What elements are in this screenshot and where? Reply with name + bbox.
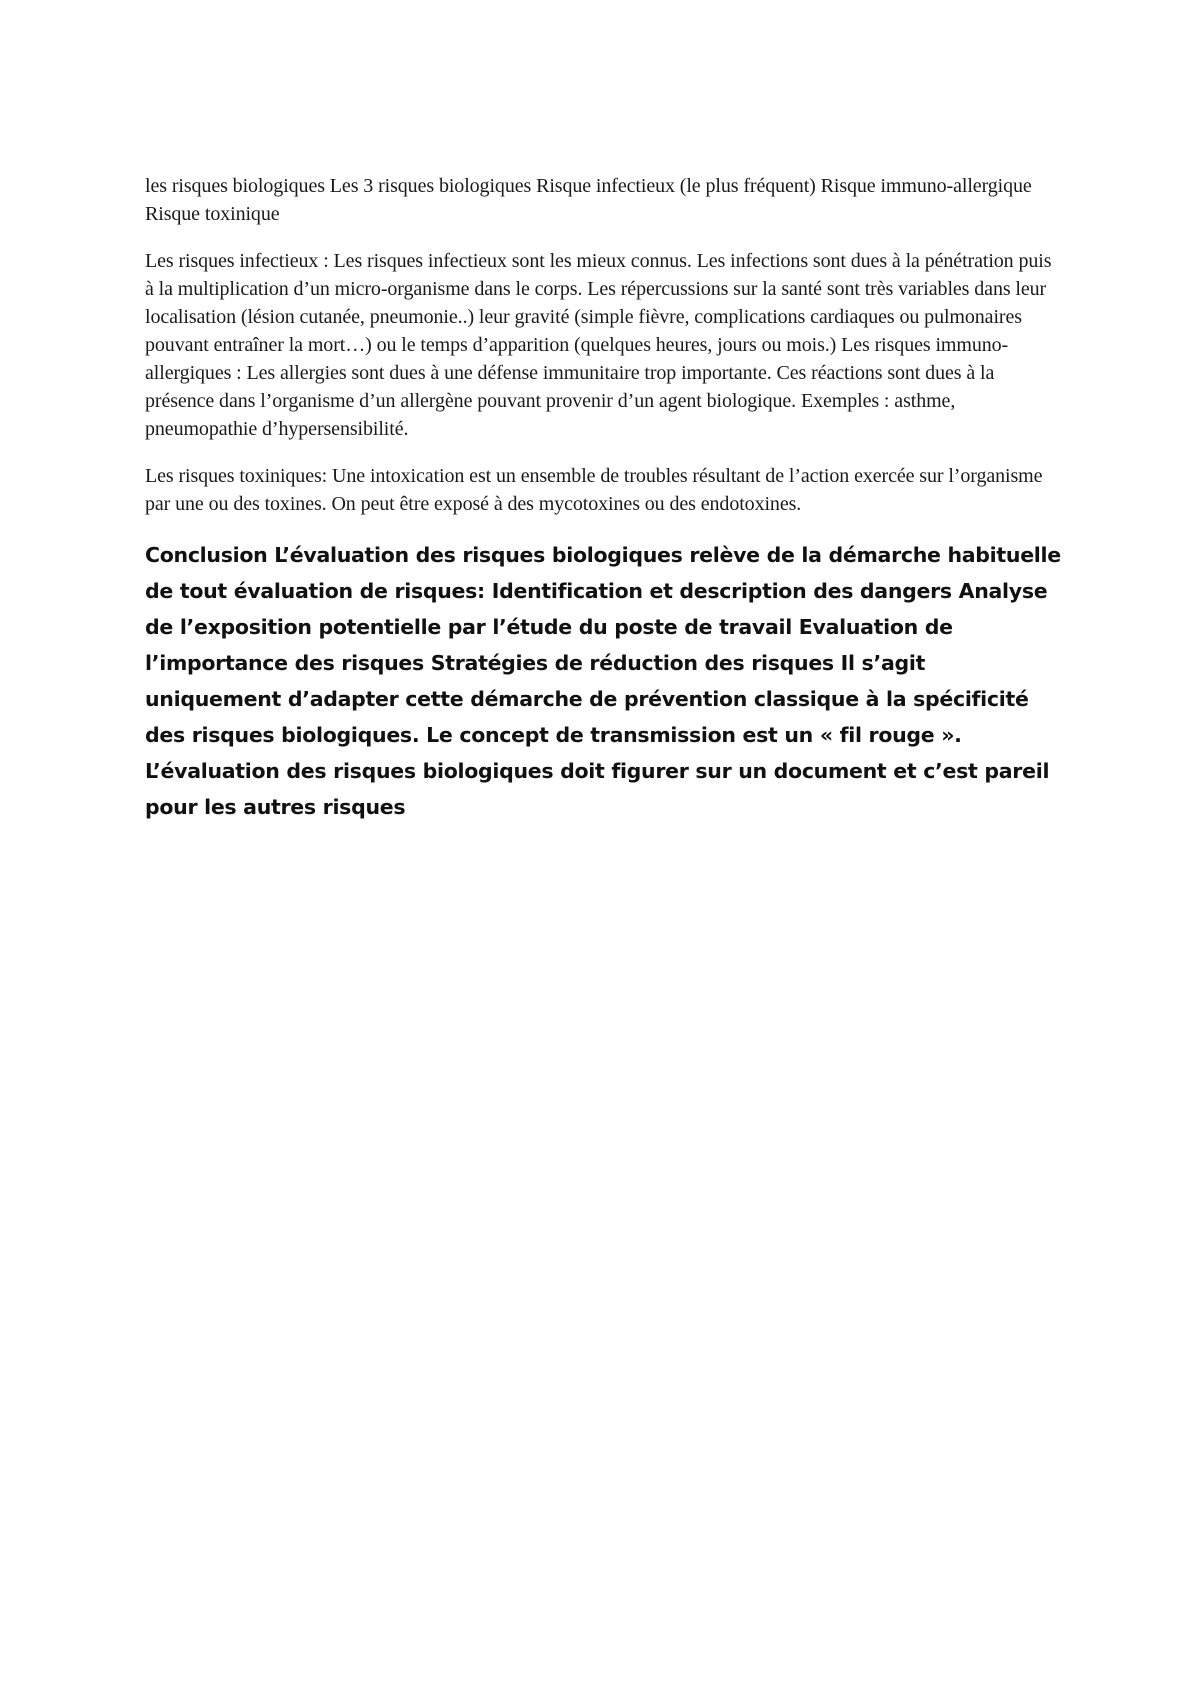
paragraph-infectious-risks: Les risques infectieux : Les risques infectieux sont les mieux connus. Les infections sont dues à la pénétration puis à la multiplication d’un micro-organisme dans le corps. Les répercussions sur la santé sont très variables dans leur localisation (lésion cutanée, pneumonie..) leur gravité (simple fièvre, complications cardiaques ou pulmonaires pouvant entraîner la mort…) ou le temps d’apparition (quelques heures, jours ou mois.) Les risques immuno-allergiques : Les allergies sont dues à une défense immunitaire trop importante. Ces réactions sont dues à la présence dans l’organisme d’un allergène pouvant provenir d’un agent biologique. Exemples : asthme, pneumopathie d’hypersensibilité. — [145, 250, 1052, 440]
document-body — [145, 172, 1065, 825]
paragraph-intro: les risques biologiques Les 3 risques biologiques Risque infectieux (le plus fréquent) Risque immuno-allergique Risque toxinique — [145, 175, 1032, 225]
paragraph-toxin-risks: Les risques toxiniques: Une intoxication est un ensemble de troubles résultant de l’action exercée sur l’organisme par une ou des toxines. On peut être exposé à des mycotoxines ou des endotoxines. — [145, 465, 1043, 515]
paragraph-conclusion: Conclusion L’évaluation des risques biologiques relève de la démarche habituelle de tout évaluation de risques: Identification et description des dangers Analyse de l’exposition potentielle par l’étude du poste de travail Evaluation de l’importance des risques Stratégies de réduction des risques Il s’agit uniquement d’adapter cette démarche de prévention classique à la spécificité des risques biologiques. Le concept de transmission est un « fil rouge ». L’évaluation des risques biologiques doit figurer sur un document et c’est pareil pour les autres risques — [145, 543, 1061, 819]
